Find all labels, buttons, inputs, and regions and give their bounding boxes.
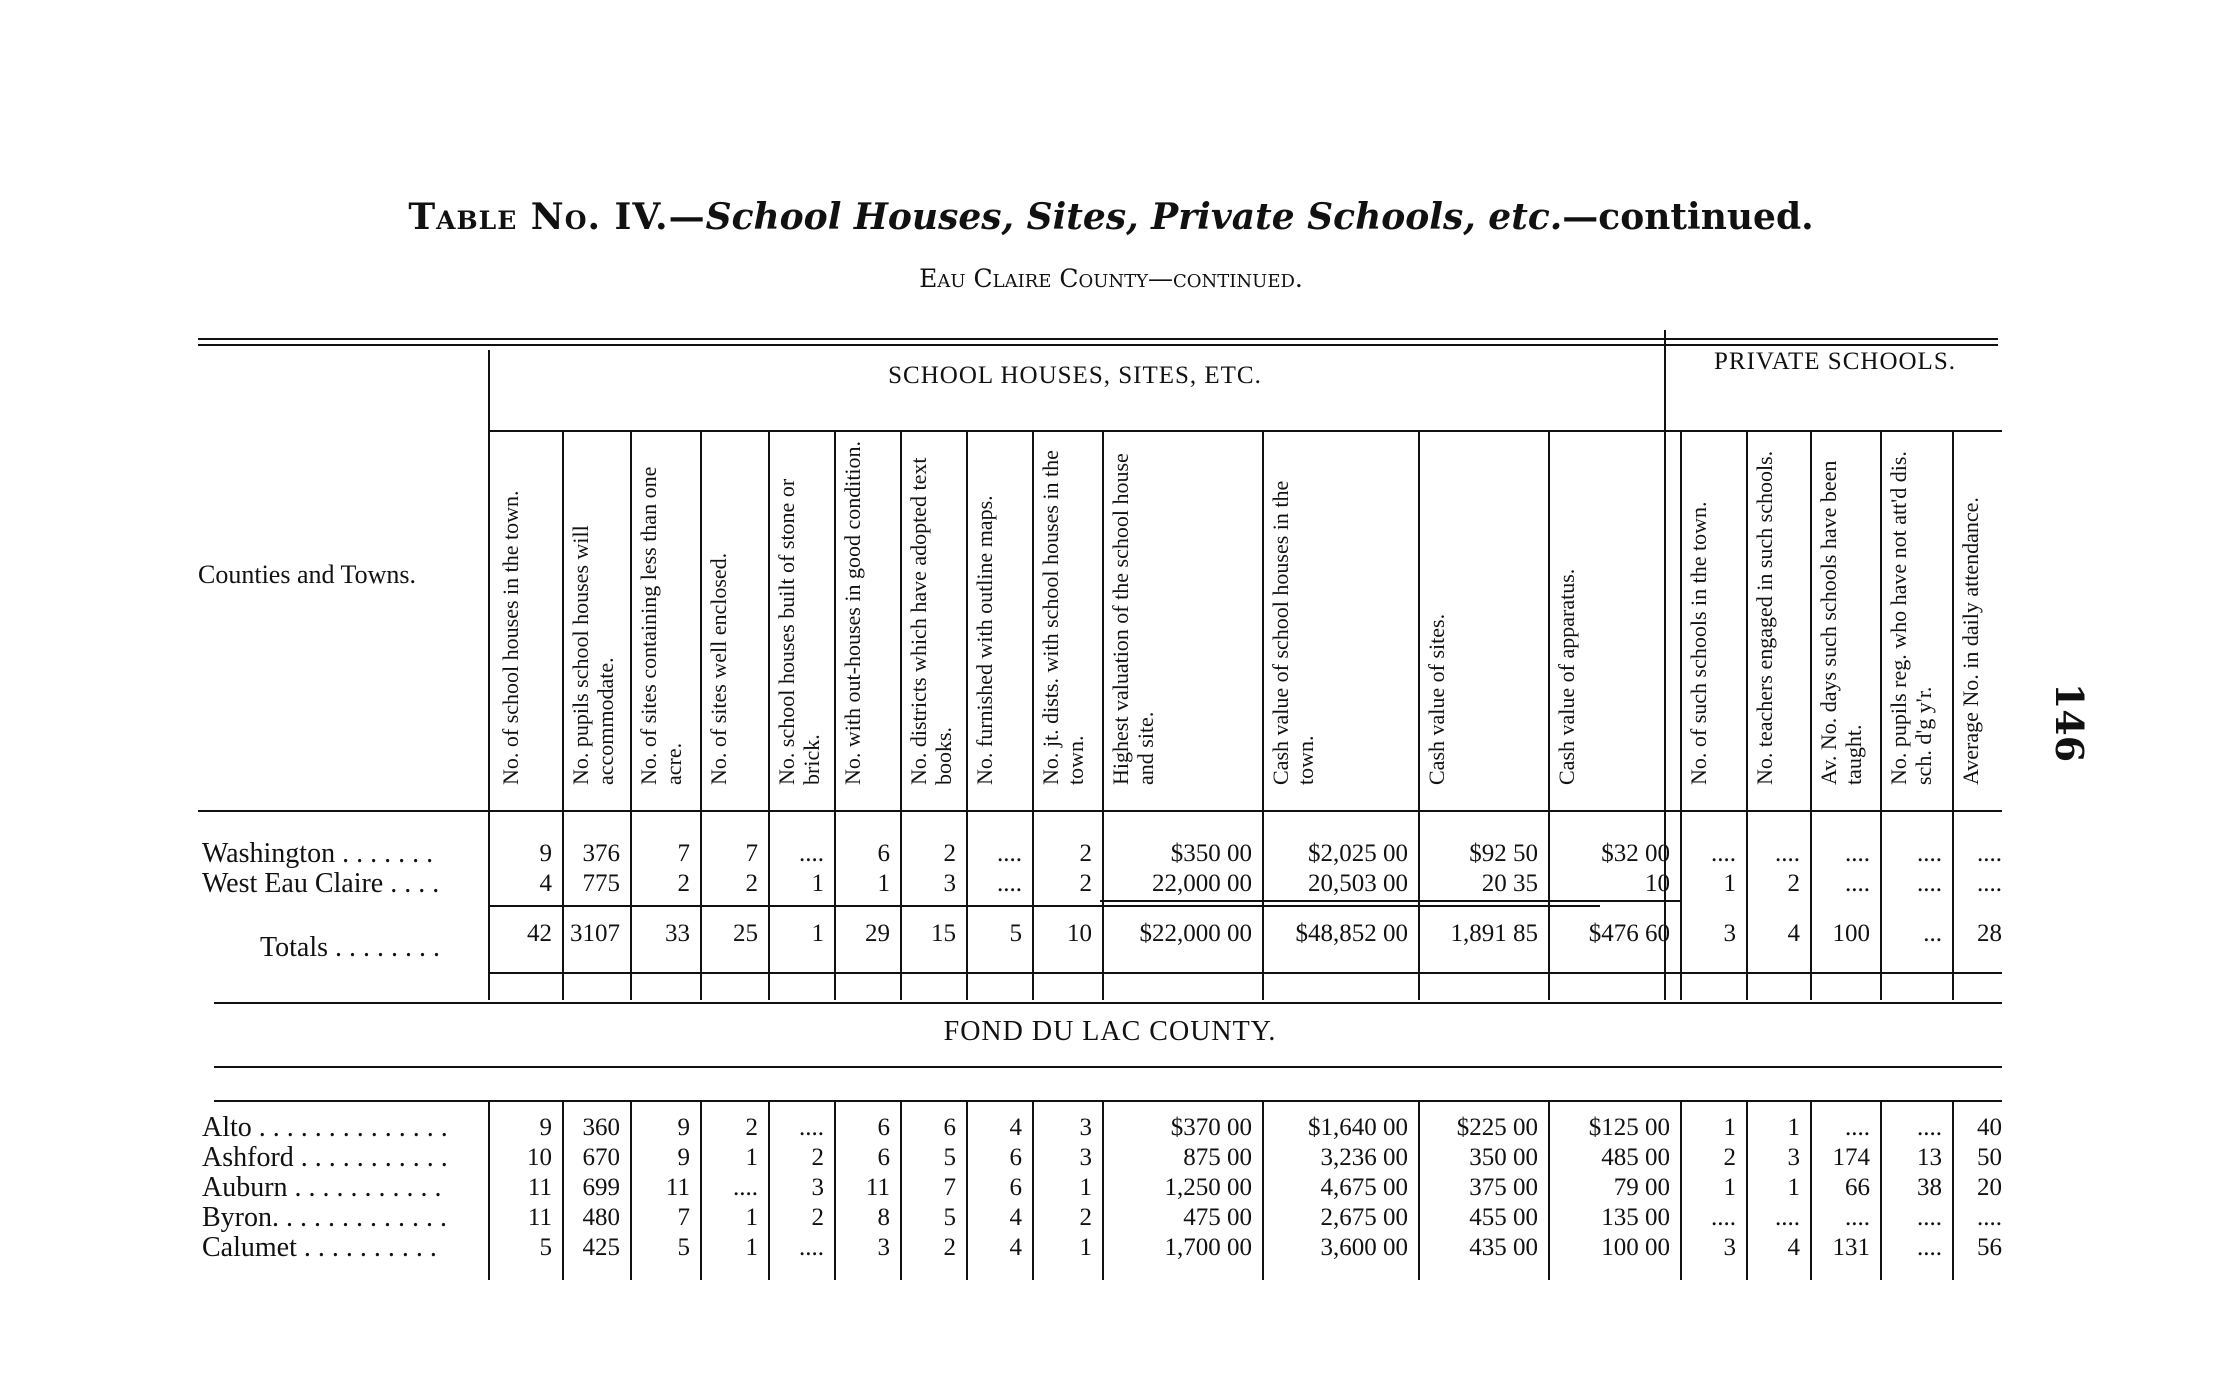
vertical-rule (1810, 430, 1812, 1000)
table-cell: .... (733, 1174, 758, 1201)
column-header-text: No. jt. dists. with school houses in the town. (1038, 450, 1088, 785)
school-houses-group-header: SCHOOL HOUSES, SITES, ETC. (888, 362, 1262, 389)
table-cell: 7 (677, 1204, 690, 1231)
table-cell: 6 (877, 1114, 890, 1141)
table-cell: $32 00 (1601, 840, 1670, 867)
table-cell: 8 (877, 1204, 890, 1231)
table-cell: 22,000 00 (1152, 870, 1252, 897)
town-name: West Eau Claire . . . . (202, 868, 440, 899)
table-cell: 11 (665, 1174, 690, 1201)
table-cell: 360 (582, 1114, 620, 1141)
table-cell: .... (1917, 1234, 1942, 1261)
table-cell: 10 (1645, 870, 1670, 897)
table-cell: 4,675 00 (1320, 1174, 1408, 1201)
table-cell: 15 (931, 920, 956, 947)
vertical-rule (834, 430, 836, 1000)
table-cell: $92 50 (1469, 840, 1538, 867)
table-cell: 350 00 (1469, 1144, 1538, 1171)
title-prefix: Table No. IV.— (408, 196, 706, 238)
table-cell: 3107 (570, 920, 620, 947)
column-header-5 (774, 440, 830, 785)
table-cell: 2 (1787, 870, 1800, 897)
table-cell: .... (799, 1234, 824, 1261)
table-cell: 2 (1723, 1144, 1736, 1171)
column-header-7 (906, 440, 962, 785)
table-cell: 6 (943, 1114, 956, 1141)
table-cell: 485 00 (1601, 1144, 1670, 1171)
table-cell: .... (799, 1114, 824, 1141)
table-cell: 475 00 (1183, 1204, 1252, 1231)
table-title (0, 196, 2222, 238)
column-header-1 (498, 440, 558, 785)
vertical-rule (1680, 430, 1682, 1000)
table-cell: 28 (1977, 920, 2002, 947)
table-cell: 699 (582, 1174, 620, 1201)
column-header-text: No. of such schools in the town. (1686, 501, 1711, 785)
table-cell: 2 (811, 1144, 824, 1171)
table-cell: 3 (1787, 1144, 1800, 1171)
town-name: Alto . . . . . . . . . . . . . . (202, 1112, 448, 1143)
table-cell: 2 (1079, 840, 1092, 867)
table-cell: 1 (1723, 1114, 1736, 1141)
column-header-4 (706, 440, 764, 785)
top-rule-2 (198, 344, 1998, 346)
column-header-9 (1038, 440, 1098, 785)
column-header-text: No. of sites well enclosed. (706, 552, 731, 785)
vertical-rule (630, 430, 632, 1000)
column-header-18 (1958, 440, 2008, 785)
table-cell: 4 (1009, 1234, 1022, 1261)
header-bottom-rule (198, 810, 2002, 812)
table-cell: 20,503 00 (1308, 870, 1408, 897)
table-cell: 3 (811, 1174, 824, 1201)
table-cell: 50 (1977, 1144, 2002, 1171)
table-cell: 7 (943, 1174, 956, 1201)
table-cell: 480 (582, 1204, 620, 1231)
table-cell: 3 (943, 870, 956, 897)
totals-label: Totals . . . . . . . . (260, 932, 441, 963)
table-cell: 9 (677, 1114, 690, 1141)
vertical-rule (1952, 430, 1954, 1000)
table-cell: 1 (1723, 1174, 1736, 1201)
table-cell: 10 (527, 1144, 552, 1171)
table-subtitle: Eau Claire County—continued. (919, 264, 1303, 293)
column-header-14 (1686, 440, 1742, 785)
table-cell: 2 (1079, 1204, 1092, 1231)
column-header-16 (1816, 440, 1876, 785)
table-cell: 1 (877, 870, 890, 897)
table-cell: 1 (1787, 1174, 1800, 1201)
column-header-text: No. districts which have adopted text books. (906, 457, 956, 785)
column-header-text: Cash value of school houses in the town. (1268, 480, 1318, 785)
table-cell: 1 (1723, 870, 1736, 897)
table-cell: 1 (1079, 1174, 1092, 1201)
table-cell: 2 (745, 1114, 758, 1141)
table-cell: 20 35 (1481, 870, 1538, 897)
table-cell: 11 (527, 1174, 552, 1201)
group-header-underline (490, 430, 2002, 432)
column-header-13 (1554, 440, 1676, 785)
table-cell: .... (1845, 1114, 1870, 1141)
table-cell: 38 (1917, 1174, 1942, 1201)
table-cell: 131 (1832, 1234, 1870, 1261)
column-header-text: Average No. in daily attendance. (1958, 497, 1983, 785)
table-cell: .... (1845, 1204, 1870, 1231)
table-cell: .... (1711, 840, 1736, 867)
table-cell: .... (1977, 1204, 2002, 1231)
eau-claire-sub-rule (1100, 900, 1680, 902)
table-cell: 4 (1787, 920, 1800, 947)
totals-bottom-rule (490, 972, 2002, 974)
table-cell: .... (1917, 1114, 1942, 1141)
table-cell: 3,236 00 (1320, 1144, 1408, 1171)
table-cell: 3 (1079, 1144, 1092, 1171)
table-cell: 775 (582, 870, 620, 897)
table-cell: 42 (527, 920, 552, 947)
table-cell: 29 (865, 920, 890, 947)
table-cell: $225 00 (1456, 1114, 1538, 1141)
table-cell: $370 00 (1170, 1114, 1252, 1141)
table-cell: 2 (1079, 870, 1092, 897)
table-cell: 9 (677, 1144, 690, 1171)
column-header-text: No. teachers engaged in such schools. (1752, 450, 1777, 785)
vertical-rule (768, 430, 770, 1000)
counties-towns-header: Counties and Towns. (198, 560, 416, 589)
column-header-15 (1752, 440, 1806, 785)
table-cell: .... (1917, 870, 1942, 897)
fdl-top-rule (214, 1100, 2002, 1102)
table-cell: 3 (1723, 1234, 1736, 1261)
table-cell: 1,250 00 (1164, 1174, 1252, 1201)
table-cell: .... (1775, 840, 1800, 867)
table-cell: 2 (943, 840, 956, 867)
section-rule-2 (214, 1066, 2002, 1068)
column-header-17 (1886, 440, 1948, 785)
table-cell: 7 (677, 840, 690, 867)
column-header-text: Cash value of sites. (1424, 613, 1449, 785)
table-cell: 10 (1067, 920, 1092, 947)
table-cell: 1 (1079, 1234, 1092, 1261)
column-header-2 (568, 440, 626, 785)
column-header-text: No. pupils school houses will accommodate. (568, 525, 618, 785)
table-cell: 5 (943, 1144, 956, 1171)
table-cell: 1 (811, 870, 824, 897)
private-schools-group-header: PRIVATE SCHOOLS. (1714, 348, 1956, 375)
column-header-text: No. furnished with outline maps. (972, 495, 997, 785)
table-cell: 425 (582, 1234, 620, 1261)
table-cell: $125 00 (1588, 1114, 1670, 1141)
table-cell: 1 (811, 920, 824, 947)
table-cell: 56 (1977, 1234, 2002, 1261)
section-rule-1 (214, 1002, 2002, 1004)
vertical-rule (1880, 430, 1882, 1000)
table-cell: $48,852 00 (1295, 920, 1408, 947)
table-cell: 11 (865, 1174, 890, 1201)
column-header-11 (1268, 440, 1414, 785)
table-cell: 33 (665, 920, 690, 947)
vertical-rule (900, 430, 902, 1000)
table-cell: ... (1923, 920, 1942, 947)
table-cell: 2 (811, 1204, 824, 1231)
table-cell: 7 (745, 840, 758, 867)
table-cell: 6 (1009, 1144, 1022, 1171)
column-header-text: Highest valuation of the school house and site. (1108, 453, 1158, 785)
table-cell: 1,891 85 (1450, 920, 1538, 947)
table-cell: 3 (1079, 1114, 1092, 1141)
table-cell: 9 (539, 840, 552, 867)
table-cell: 6 (877, 1144, 890, 1171)
table-cell: 3 (1723, 920, 1736, 947)
table-cell: 20 (1977, 1174, 2002, 1201)
table-cell: 4 (1787, 1234, 1800, 1261)
town-name: Ashford . . . . . . . . . . . (202, 1142, 448, 1173)
table-cell: $22,000 00 (1139, 920, 1252, 947)
town-name: Auburn . . . . . . . . . . . (202, 1172, 442, 1203)
column-header-text: Cash value of apparatus. (1554, 568, 1579, 785)
table-cell: 9 (539, 1114, 552, 1141)
table-cell: 40 (1977, 1114, 2002, 1141)
page-number: 146 (2047, 682, 2093, 763)
title-suffix: —continued. (1562, 196, 1814, 238)
table-cell: 4 (1009, 1114, 1022, 1141)
vertical-rule (1746, 430, 1748, 1000)
column-header-text: No. with out-houses in good condition. (840, 440, 865, 785)
table-cell: $350 00 (1170, 840, 1252, 867)
table-cell: 6 (1009, 1174, 1022, 1201)
vertical-rule (1032, 430, 1034, 1000)
town-name: Calumet . . . . . . . . . . (202, 1232, 437, 1263)
table-cell: 5 (677, 1234, 690, 1261)
table-cell: .... (997, 870, 1022, 897)
table-cell: .... (1977, 840, 2002, 867)
table-cell: $1,640 00 (1308, 1114, 1408, 1141)
column-header-text: No. of sites containing less than one acre. (636, 466, 686, 785)
table-cell: .... (1775, 1204, 1800, 1231)
table-cell: 2 (943, 1234, 956, 1261)
table-cell: 3,600 00 (1320, 1234, 1408, 1261)
table-cell: 66 (1845, 1174, 1870, 1201)
table-cell: $476 60 (1588, 920, 1670, 947)
table-cell: .... (1917, 840, 1942, 867)
vertical-rule-private (1664, 330, 1666, 1000)
table-cell: 5 (1009, 920, 1022, 947)
town-name: Byron. . . . . . . . . . . . . (202, 1202, 447, 1233)
vertical-rule-main (488, 350, 490, 1000)
table-cell: 5 (539, 1234, 552, 1261)
table-cell: .... (1845, 840, 1870, 867)
table-cell: 1 (745, 1234, 758, 1261)
table-cell: 435 00 (1469, 1234, 1538, 1261)
column-header-6 (840, 440, 896, 785)
table-cell: 670 (582, 1144, 620, 1171)
table-cell: 25 (733, 920, 758, 947)
vertical-rule (1548, 430, 1550, 1000)
table-cell: 4 (539, 870, 552, 897)
table-cell: 174 (1832, 1144, 1870, 1171)
top-rule-1 (198, 338, 1998, 340)
table-cell: .... (1845, 870, 1870, 897)
column-header-12 (1424, 440, 1544, 785)
table-cell: 6 (877, 840, 890, 867)
table-cell: .... (1917, 1204, 1942, 1231)
vertical-rule (1418, 430, 1420, 1000)
table-cell: 875 00 (1183, 1144, 1252, 1171)
table-cell: 11 (527, 1204, 552, 1231)
town-name: Washington . . . . . . . (202, 838, 434, 869)
table-cell: 2,675 00 (1320, 1204, 1408, 1231)
table-cell: 2 (745, 870, 758, 897)
vertical-rule (966, 430, 968, 1000)
table-cell: 1,700 00 (1164, 1234, 1252, 1261)
vertical-rule (1102, 430, 1104, 1000)
table-cell: 455 00 (1469, 1204, 1538, 1231)
column-header-10 (1108, 440, 1258, 785)
table-cell: 1 (745, 1204, 758, 1231)
totals-top-rule (490, 905, 1600, 907)
table-cell: $2,025 00 (1308, 840, 1408, 867)
table-cell: 1 (745, 1144, 758, 1171)
table-cell: 1 (1787, 1114, 1800, 1141)
table-cell: 376 (582, 840, 620, 867)
table-cell: 3 (877, 1234, 890, 1261)
column-header-3 (636, 440, 696, 785)
column-header-text: No. school houses built of stone or brick. (774, 478, 824, 785)
table-cell: 100 00 (1601, 1234, 1670, 1261)
table-cell: .... (997, 840, 1022, 867)
title-italic: School Houses, Sites, Private Schools, etc. (705, 196, 1563, 238)
table-cell: .... (1977, 870, 2002, 897)
column-header-text: No. of school houses in the town. (498, 490, 523, 785)
table-cell: .... (1711, 1204, 1736, 1231)
vertical-rule-main (488, 1100, 490, 1280)
vertical-rule (562, 430, 564, 1000)
table-cell: 2 (677, 870, 690, 897)
table-cell: .... (799, 840, 824, 867)
table-cell: 135 00 (1601, 1204, 1670, 1231)
column-header-8 (972, 440, 1028, 785)
table-cell: 13 (1917, 1144, 1942, 1171)
table-cell: 4 (1009, 1204, 1022, 1231)
vertical-rule (1262, 430, 1264, 1000)
table-cell: 100 (1832, 920, 1870, 947)
table-cell: 5 (943, 1204, 956, 1231)
table-cell: 79 00 (1613, 1174, 1670, 1201)
column-header-text: Av. No. days such schools have been taught. (1816, 460, 1866, 785)
vertical-rule (700, 430, 702, 1000)
column-header-text: No. pupils reg. who have not att'd dis. sch. d'g y'r. (1886, 451, 1936, 785)
fond-du-lac-heading: FOND DU LAC COUNTY. (943, 1016, 1277, 1047)
table-cell: 375 00 (1469, 1174, 1538, 1201)
